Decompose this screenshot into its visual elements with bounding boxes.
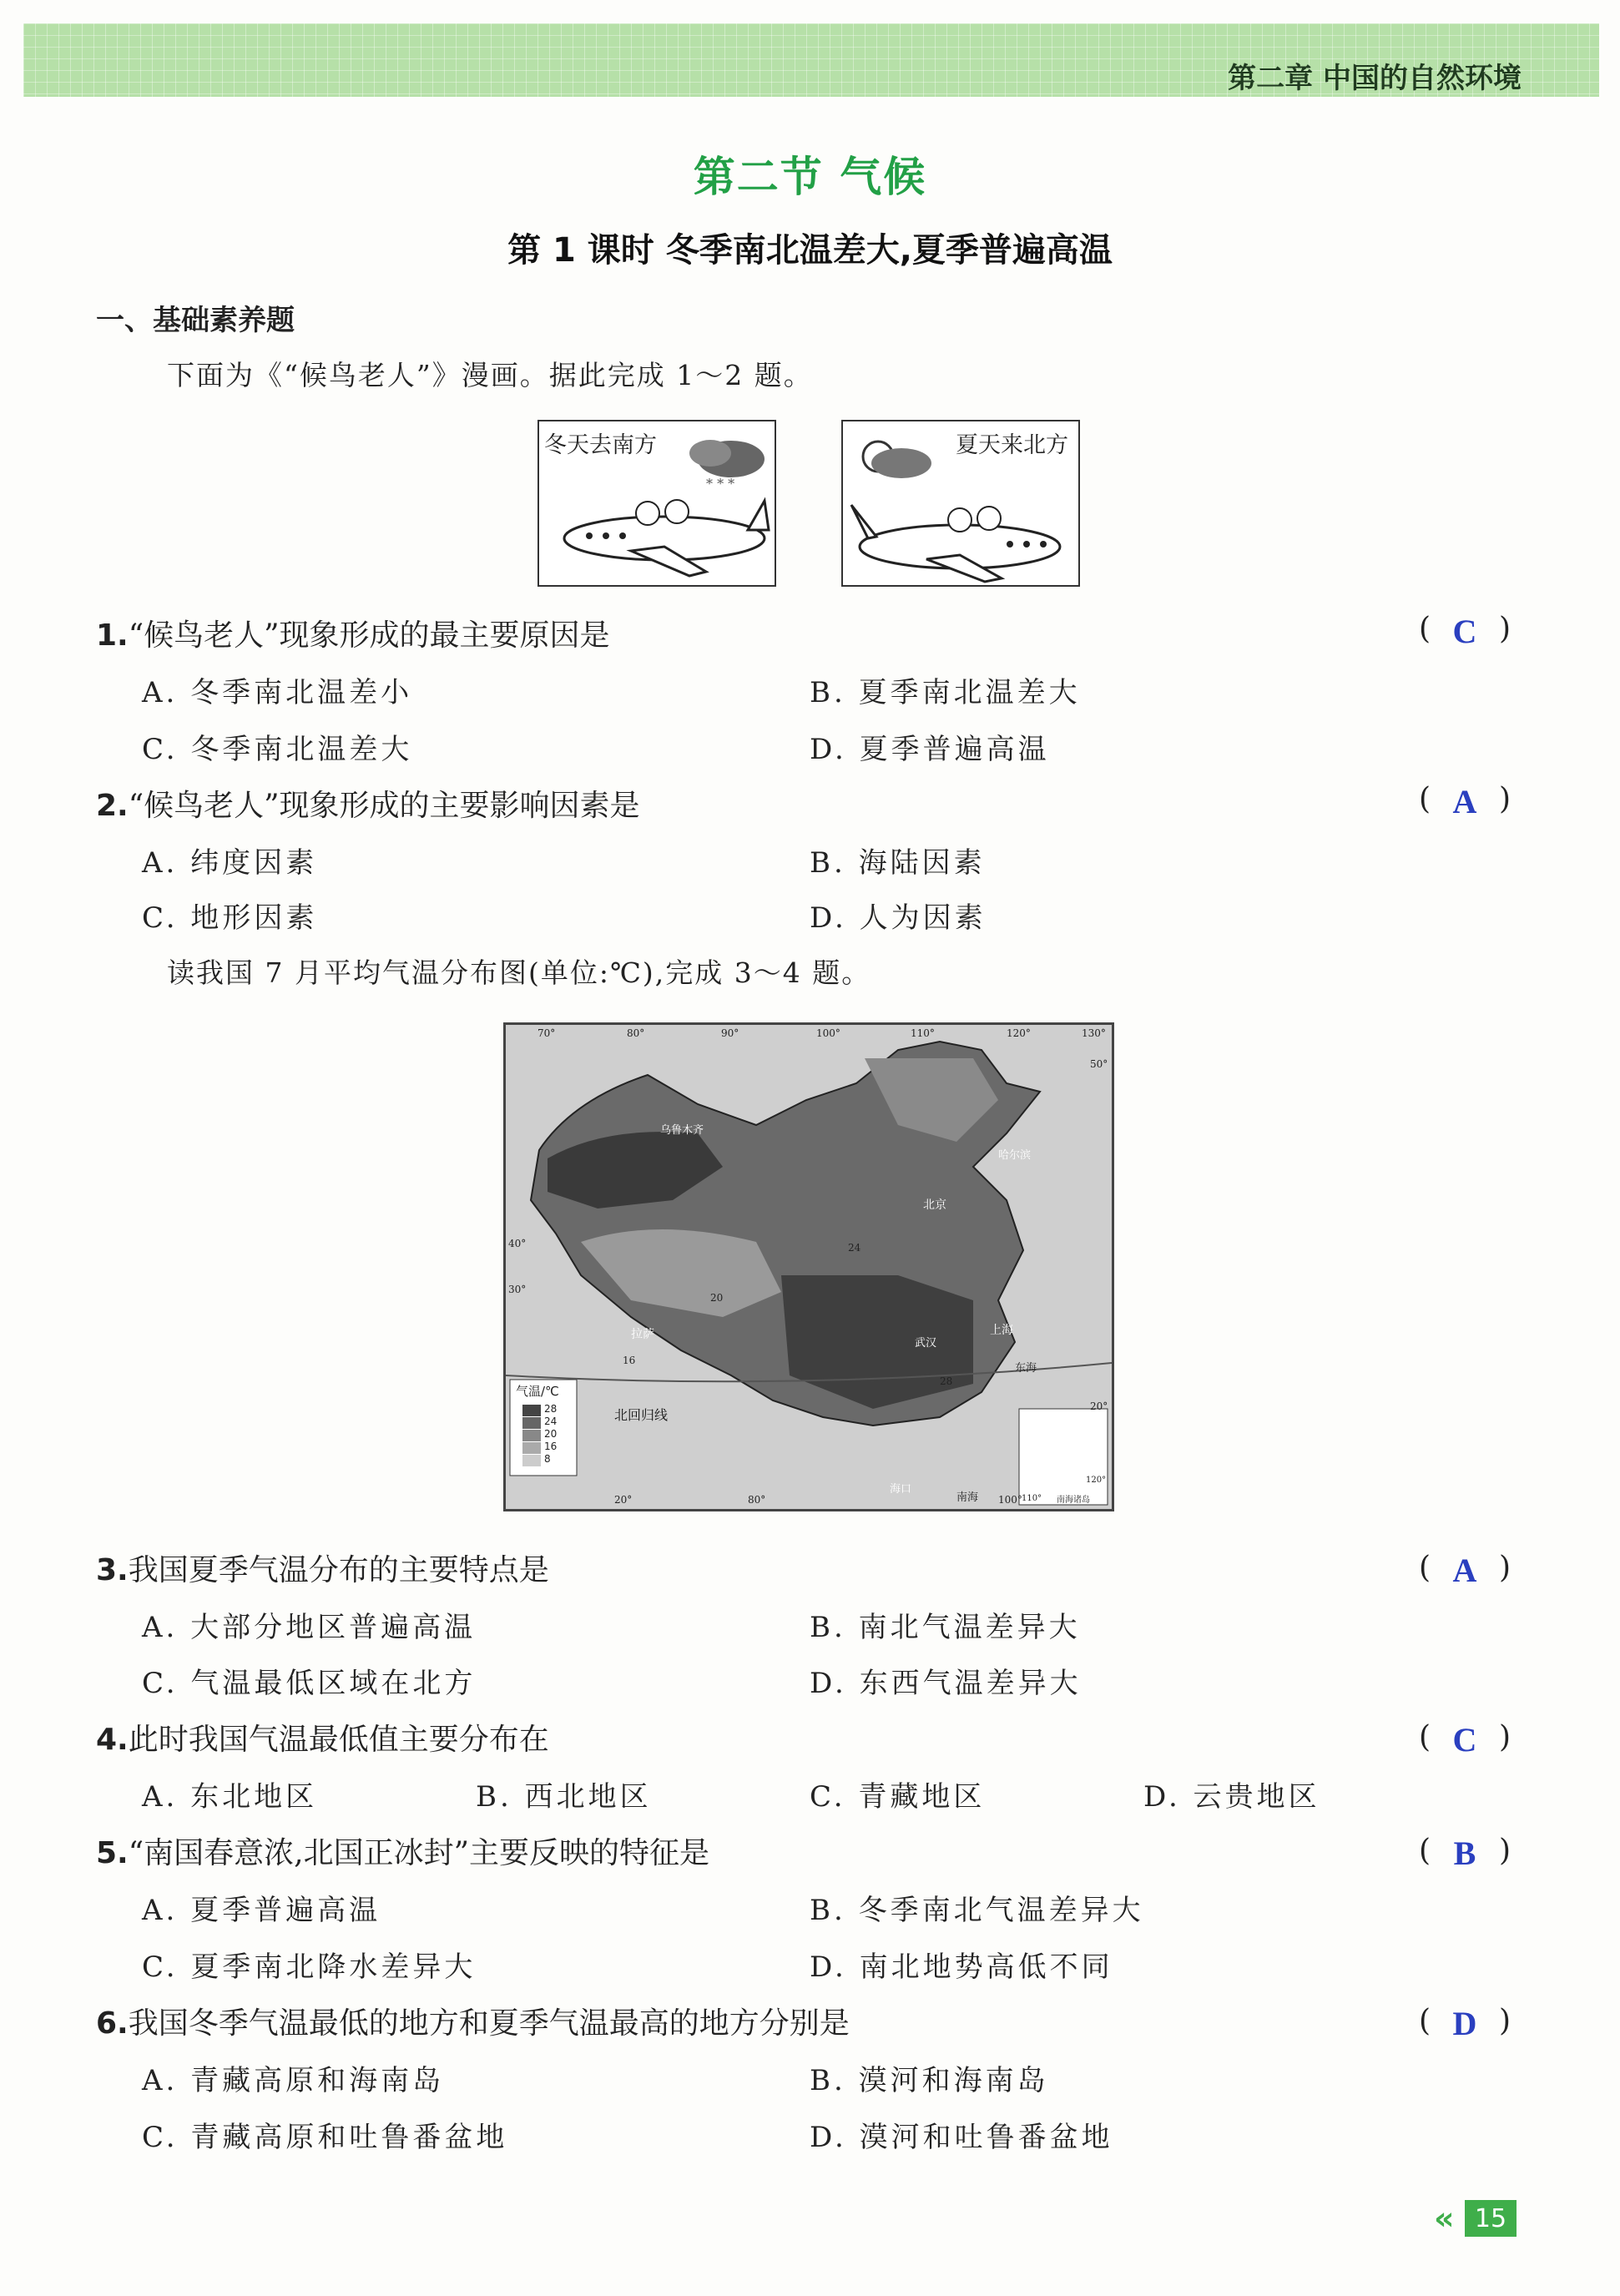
answer-letter: A xyxy=(1452,783,1477,820)
option-5d: D. 南北地势高低不同 xyxy=(810,1950,1113,1984)
question-6 xyxy=(96,2000,850,2042)
question-number: 5. xyxy=(96,1836,129,1870)
option-1a: A. 冬季南北温差小 xyxy=(142,676,413,709)
question-1 xyxy=(96,612,610,654)
map-label-wuhan: 武汉 xyxy=(915,1337,937,1350)
option-3c: C. 气温最低区域在北方 xyxy=(142,1667,477,1700)
chevron-left-icon: « xyxy=(1434,2200,1455,2237)
map-isotherm-24: 24 xyxy=(848,1242,861,1254)
question-stem: “候鸟老人”现象形成的主要影响因素是 xyxy=(128,789,640,823)
map-label-harbin: 哈尔滨 xyxy=(998,1149,1032,1162)
map-label-haikou: 海口 xyxy=(890,1483,912,1496)
map-legend-title: 气温/℃ xyxy=(516,1384,559,1399)
answer-3: ( A ) xyxy=(1419,1551,1511,1589)
map-coord-40n: 40° xyxy=(508,1238,527,1249)
option-3a: A. 大部分地区普遍高温 xyxy=(142,1611,477,1644)
question-4 xyxy=(96,1716,549,1759)
section-title: 第二节 气候 xyxy=(693,153,927,201)
lesson-title: 第 1 课时 冬季南北温差大,夏季普遍高温 xyxy=(507,231,1113,270)
option-1d: D. 夏季普遍高温 xyxy=(810,733,1050,766)
answer-letter: C xyxy=(1452,613,1477,650)
map-isotherm-16: 16 xyxy=(623,1355,636,1366)
answer-1: ( C ) xyxy=(1419,612,1511,650)
option-1b: B. 夏季南北温差大 xyxy=(810,676,1081,709)
question-number: 6. xyxy=(96,2006,129,2041)
question-3 xyxy=(96,1547,549,1589)
comic-panel-winter xyxy=(537,420,776,587)
map-label-shanghai: 上海 xyxy=(990,1324,1013,1337)
answer-5: ( B ) xyxy=(1419,1834,1511,1872)
option-6c: C. 青藏高原和吐鲁番盆地 xyxy=(142,2121,508,2154)
map-label-lhasa: 拉萨 xyxy=(631,1328,654,1341)
question-stem: 我国冬季气温最低的地方和夏季气温最高的地方分别是 xyxy=(128,2006,850,2041)
option-5b: B. 冬季南北气温差异大 xyxy=(810,1894,1144,1927)
map-coord-20n: 20° xyxy=(1090,1400,1108,1412)
comic-panel-summer xyxy=(841,420,1080,587)
question-5 xyxy=(96,1829,709,1872)
option-2a: A. 纬度因素 xyxy=(142,846,318,880)
map-legend-values: 28 24 20 16 8 xyxy=(544,1403,558,1465)
intro-comic: 下面为《“候鸟老人”》漫画。据此完成 1～2 题。 xyxy=(167,359,813,391)
map-label-nanhai-inset: 南海诸岛 xyxy=(1057,1496,1090,1505)
option-4a: A. 东北地区 xyxy=(142,1780,318,1814)
map-coord-80-bottom: 20° xyxy=(614,1494,633,1506)
map-coord-130: 130° xyxy=(1082,1027,1106,1039)
question-number: 4. xyxy=(96,1723,129,1757)
map-label-tropic: 北回归线 xyxy=(614,1407,669,1423)
option-3d: D. 东西气温差异大 xyxy=(810,1667,1082,1700)
map-coord-120: 120° xyxy=(1007,1027,1031,1039)
map-coord-70: 70° xyxy=(537,1027,556,1039)
answer-4: ( C ) xyxy=(1419,1720,1511,1759)
question-stem: 我国夏季气温分布的主要特点是 xyxy=(128,1553,549,1587)
map-coord-110: 110° xyxy=(911,1027,935,1039)
answer-6: ( D ) xyxy=(1419,2004,1511,2042)
question-number: 3. xyxy=(96,1553,129,1587)
option-6a: A. 青藏高原和海南岛 xyxy=(142,2064,445,2097)
question-2 xyxy=(96,782,640,825)
option-6b: B. 漠河和海南岛 xyxy=(810,2064,1049,2097)
option-2c: C. 地形因素 xyxy=(142,901,318,935)
option-4c: C. 青藏地区 xyxy=(810,1780,986,1814)
question-stem: “南国春意浓,北国正冰封”主要反映的特征是 xyxy=(128,1836,709,1870)
question-number: 1. xyxy=(96,618,129,653)
map-coord-20-bottom: 100° xyxy=(998,1494,1022,1506)
map-isotherm-20: 20 xyxy=(710,1292,724,1304)
chapter-title: 第二章 中国的自然环境 xyxy=(1228,62,1522,95)
option-3b: B. 南北气温差异大 xyxy=(810,1611,1081,1644)
option-1c: C. 冬季南北温差大 xyxy=(142,733,413,766)
answer-2: ( A ) xyxy=(1419,782,1511,820)
map-isotherm-28: 28 xyxy=(940,1375,953,1387)
page-number: 15 xyxy=(1465,2200,1517,2237)
map-label-urumqi: 乌鲁木齐 xyxy=(660,1124,704,1137)
map-label-beijing: 北京 xyxy=(923,1198,946,1212)
map-coord-100-bottom: 80° xyxy=(748,1494,766,1506)
map-coord-90: 90° xyxy=(721,1027,739,1039)
option-5c: C. 夏季南北降水差异大 xyxy=(142,1950,477,1984)
option-4b: B. 西北地区 xyxy=(476,1780,652,1814)
map-coord-30n: 30° xyxy=(508,1284,527,1295)
map-coord-120-inset: 120° xyxy=(1086,1476,1107,1485)
map-coord-80: 80° xyxy=(627,1027,645,1039)
question-number: 2. xyxy=(96,789,129,823)
svg-text:* * *: * * * xyxy=(706,476,735,492)
option-2b: B. 海陆因素 xyxy=(810,846,986,880)
map-label-donghai: 东海 xyxy=(1015,1362,1037,1375)
answer-letter: B xyxy=(1453,1834,1476,1872)
temperature-map xyxy=(503,1022,1114,1511)
part-title: 一、基础素养题 xyxy=(96,304,295,337)
answer-letter: A xyxy=(1452,1552,1477,1589)
map-coord-100: 100° xyxy=(816,1027,840,1039)
comic-caption-summer: 夏天来北方 xyxy=(956,432,1068,458)
map-coord-110-inset: 110° xyxy=(1022,1494,1042,1503)
intro-map: 读我国 7 月平均气温分布图(单位:℃),完成 3～4 题。 xyxy=(167,956,871,989)
option-4d: D. 云贵地区 xyxy=(1143,1780,1320,1814)
option-2d: D. 人为因素 xyxy=(810,901,987,935)
option-5a: A. 夏季普遍高温 xyxy=(142,1894,381,1927)
answer-letter: C xyxy=(1452,1721,1477,1759)
question-stem: “候鸟老人”现象形成的最主要原因是 xyxy=(128,618,610,653)
map-coord-50n: 50° xyxy=(1090,1058,1108,1070)
map-label-nanhai: 南海 xyxy=(956,1491,979,1504)
question-stem: 此时我国气温最低值主要分布在 xyxy=(128,1723,549,1757)
answer-letter: D xyxy=(1452,2005,1477,2042)
option-6d: D. 漠河和吐鲁番盆地 xyxy=(810,2121,1113,2154)
comic-caption-winter: 冬天去南方 xyxy=(544,432,657,458)
